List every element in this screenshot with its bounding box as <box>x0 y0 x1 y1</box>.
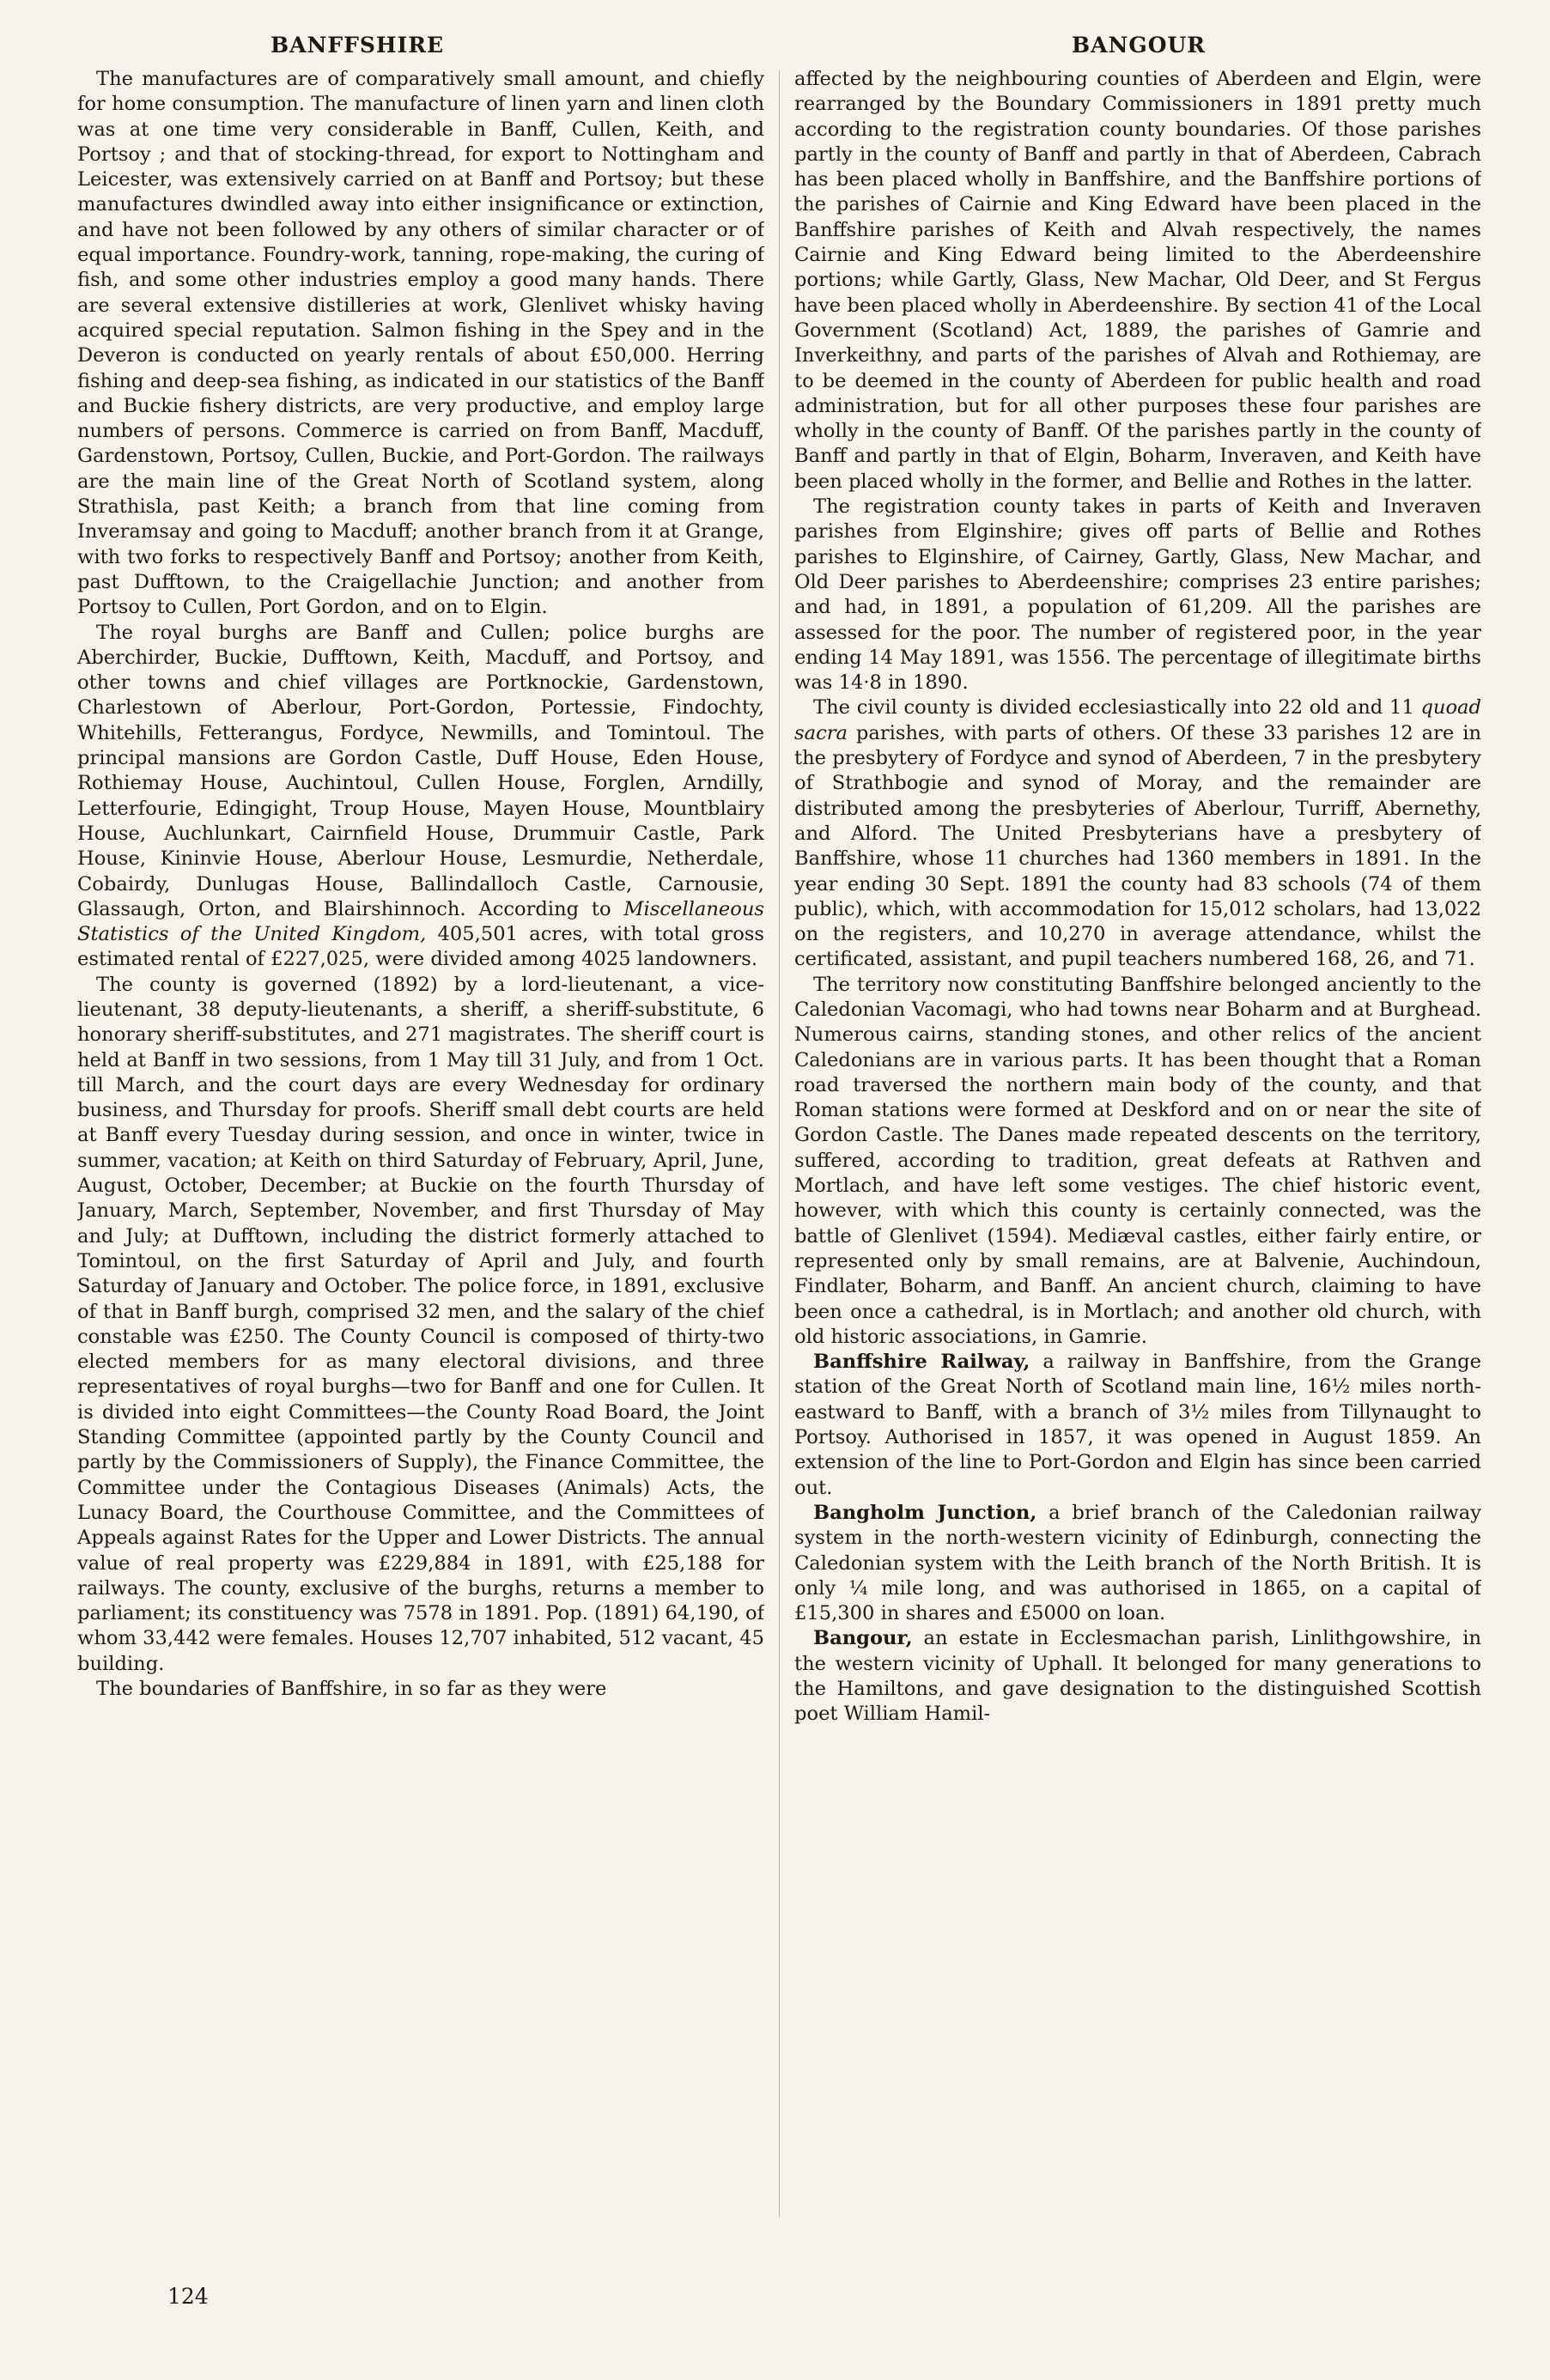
paragraph-registration: The registration county takes in parts of Keith and Inveraven parishes from Elginshire; gives off parts of Bellie and Rothes parishes to Elginshire, of Cairney, Gartly, Glass, New Machar, and Old Deer parishes to Aberdeenshire; comprises 23 entire parishes; and had, in 1891, a population of 61,209. All the parishes are assessed for the poor. The number of registered poor, in the year ending 14 May 1891, was 1556. The percentage of illegitimate births was 14·8 in 1890. <box>794 495 1481 695</box>
text-run: parishes, with parts of others. Of these 33 parishes 12 are in the presbytery of Fordyce and synod of Aberdeen, 7 in the presbytery of Strathbogie and synod of Moray, and the remainder are distributed among the presbyteries of Aberlour, Turriff, Abernethy, and Alford. The United Presbyterians have a presbytery of Banffshire, whose 11 churches had 1360 members in 1891. In the year ending 30 Sept. 1891 the county had 83 schools (74 of them public), which, with accommodation for 15,012 scholars, had 13,022 on the registers, and 10,270 in average attendance, whilst the certificated, assistant, and pupil teachers numbered 168, 26, and 71. <box>794 721 1481 971</box>
left-column <box>77 67 764 2299</box>
text-run: The civil county is divided ecclesiastically into 22 old and 11 <box>813 696 1421 719</box>
entry-title: Bangholm Junction, <box>813 1501 1037 1524</box>
paragraph-burghs <box>77 621 764 973</box>
italic-reference: Miscellaneous Statistics of the United Kingdom, <box>77 897 764 946</box>
text-run: 405,501 acres, with total gross estimated rental of £227,025, were divided among 4025 landowners. <box>77 923 764 971</box>
paragraph-boundaries-cont: affected by the neighbouring counties of Aberdeen and Elgin, were rearranged by the Boundary Commissioners in 1891 pretty much according to the registration county boundaries. Of those parishes partly in the county of Banff and partly in that of Aberdeen, Cabrach has been placed wholly in Banffshire, and the Banffshire portions of the parishes of Cairnie and King Edward have been placed in the Banffshire parishes of Keith and Alvah respectively, the names Cairnie and King Edward being limited to the Aberdeenshire portions; while Gartly, Glass, New Machar, Old Deer, and St Fergus have been placed wholly in Aberdeenshire. By section 41 of the Local Government (Scotland) Act, 1889, the parishes of Gamrie and Inverkeithny, and parts of the parishes of Alvah and Rothiemay, are to be deemed in the county of Aberdeen for public health and road administration, but for all other purposes these four parishes are wholly in the county of Banff. Of the parishes partly in the county of Banff and partly in that of Elgin, Boharm, Inveraven, and Keith have been placed wholly in the former, and Bellie and Rothes in the latter. <box>794 68 1481 493</box>
italic-term: quoad sacra <box>794 696 1481 744</box>
paragraph-history: The territory now constituting Banffshire belonged anciently to the Caledonian Vacomagi, who had towns near Boharm and at Burghead. Numerous cairns, standing stones, and other relics of the ancient Caledonians are in various parts. It has been thought that a Roman road traversed the northern main body of the county, and that Roman stations were formed at Deskford and on or near the site of Gordon Castle. The Danes made repeated descents on the territory, suffered, according to tradition, great defeats at Rathven and Mortlach, and have left some vestiges. The chief historic event, however, with which this county is certainly connected, was the battle of Glenlivet (1594). Mediæval castles, either fairly entire, or represented only by small remains, are at Balvenie, Auchindoun, Findlater, Boharm, and Banff. An ancient church, claiming to have been once a cathedral, is in Mortlach; and another old church, with old historic associations, in Gamrie. <box>794 973 1481 1348</box>
entry-banffshire-railway <box>794 1350 1481 1501</box>
page <box>77 27 1486 2346</box>
right-running-head: BANGOUR <box>1072 33 1207 58</box>
entry-text: an estate in Ecclesmachan parish, Linlithgowshire, in the western vicinity of Uphall. It belonged for many generations to the Hamiltons, and gave designation to the distinguished Scottish poet William Hamil- <box>794 1627 1481 1726</box>
entry-bangour <box>794 1626 1481 1727</box>
entry-title: Bangour, <box>813 1627 913 1650</box>
right-column <box>794 67 1481 2299</box>
running-header <box>77 27 1486 70</box>
entry-text: a railway in Banffshire, from the Grange station of the Great North of Scotland main line, 16½ miles north-eastward to Banff, with a branch of 3½ miles from Tillynaught to Portsoy. Authorised in 1857, it was opened in August 1859. An extension of the line to Port-Gordon and Elgin has since been carried out. <box>794 1351 1481 1499</box>
text-run: The royal burghs are Banff and Cullen; police burghs are Aberchirder, Buckie, Dufftown, Keith, Macduff, and Portsoy, and other towns and chief villages are Portknockie, Gardenstown, Charlestown of Aberlour, Port-Gordon, Portessie, Findochty, Whitehills, Fetterangus, Fordyce, Newmills, and Tomintoul. The principal mansions are Gordon Castle, Duff House, Eden House, Rothiemay House, Auchintoul, Cullen House, Forglen, Arndilly, Letterfourie, Edingight, Troup House, Mayen House, Mountblairy House, Auchlunkart, Cairnfield House, Drummuir Castle, Park House, Kininvie House, Aberlour House, Lesmurdie, Netherdale, Cobairdy, Dunlugas House, Ballindalloch Castle, Carnousie, Glassaugh, Orton, and Blairshinnoch. According to <box>77 621 764 920</box>
entry-text: a brief branch of the Caledonian railway system in the north-western vicinity of Edinburgh, connecting the Caledonian system with the Leith branch of the North British. It is only ¼ mile long, and was authorised in 1865, on a capital of £15,300 in shares and £5000 on loan. <box>794 1501 1481 1625</box>
entry-bangholm-junction <box>794 1501 1481 1626</box>
page-number: 124 <box>167 2284 209 2309</box>
paragraph-boundaries: The boundaries of Banffshire, in so far as they were <box>96 1678 607 1700</box>
paragraph-ecclesiastical <box>794 695 1481 972</box>
entry-title: Banffshire Railway, <box>813 1351 1030 1374</box>
column-divider <box>779 70 780 2217</box>
paragraph-manufactures: The manufactures are of comparatively small amount, and chiefly for home consumption. The manufacture of linen yarn and linen cloth was at one time very considerable in Banff, Cullen, Keith, and Portsoy ; and that of stocking-thread, for export to Nottingham and Leicester, was extensively carried on at Banff and Portsoy; but these manufactures dwindled away into either insignificance or extinction, and have not been followed by any others of similar character or of equal importance. Foundry-work, tanning, rope-making, the curing of fish, and some other industries employ a good many hands. There are several extensive distilleries at work, Glenlivet whisky having acquired special reputation. Salmon fishing in the Spey and in the Deveron is conducted on yearly rentals of about £50,000. Herring fishing and deep-sea fishing, as indicated in our statistics of the Banff and Buckie fishery districts, are very productive, and employ large numbers of persons. Commerce is carried on from Banff, Macduff, Gardenstown, Portsoy, Cullen, Buckie, and Port-Gordon. The railways are the main line of the Great North of Scotland system, along Strathisla, past Keith; a branch from that line coming from Inveramsay and going to Macduff; another branch from it at Grange, with two forks to respectively Banff and Portsoy; another from Keith, past Dufftown, to the Craigellachie Junction; and another from Portsoy to Cullen, Port Gordon, and on to Elgin. <box>77 68 764 619</box>
left-running-head: BANFFSHIRE <box>270 33 445 58</box>
paragraph-government: The county is governed (1892) by a lord-lieutenant, a vice-lieutenant, 38 deputy-lieutenants, a sheriff, a sheriff-substitute, 6 honorary sheriff-substitutes, and 271 magistrates. The sheriff court is held at Banff in two sessions, from 1 May till 31 July, and from 1 Oct. till March, and the court days are every Wednesday for ordinary business, and Thursday for proofs. Sheriff small debt courts are held at Banff every Tuesday during session, and once in winter, twice in summer, vacation; at Keith on third Saturday of February, April, June, August, October, December; at Buckie on the fourth Thursday of January, March, September, November, and first Thursday of May and July; at Dufftown, including the district formerly attached to Tomintoul, on the first Saturday of April and July, and fourth Saturday of January and October. The police force, in 1891, exclusive of that in Banff burgh, comprised 32 men, and the salary of the chief constable was £250. The County Council is composed of thirty-two elected members for as many electoral divisions, and three representatives of royal burghs—two for Banff and one for Cullen. It is divided into eight Committees—the County Road Board, the Joint Standing Committee (appointed partly by the County Council and partly by the Commissioners of Supply), the Finance Committee, the Committee under the Contagious Diseases (Animals) Acts, the Lunacy Board, the Courthouse Committee, and the Committees of Appeals against Rates for the Upper and Lower Districts. The annual value of real property was £229,884 in 1891, with £25,188 for railways. The county, exclusive of the burghs, returns a member to parliament; its constituency was 7578 in 1891. Pop. (1891) 64,190, of whom 33,442 were females. Houses 12,707 inhabited, 512 vacant, 45 building. <box>77 973 764 1675</box>
